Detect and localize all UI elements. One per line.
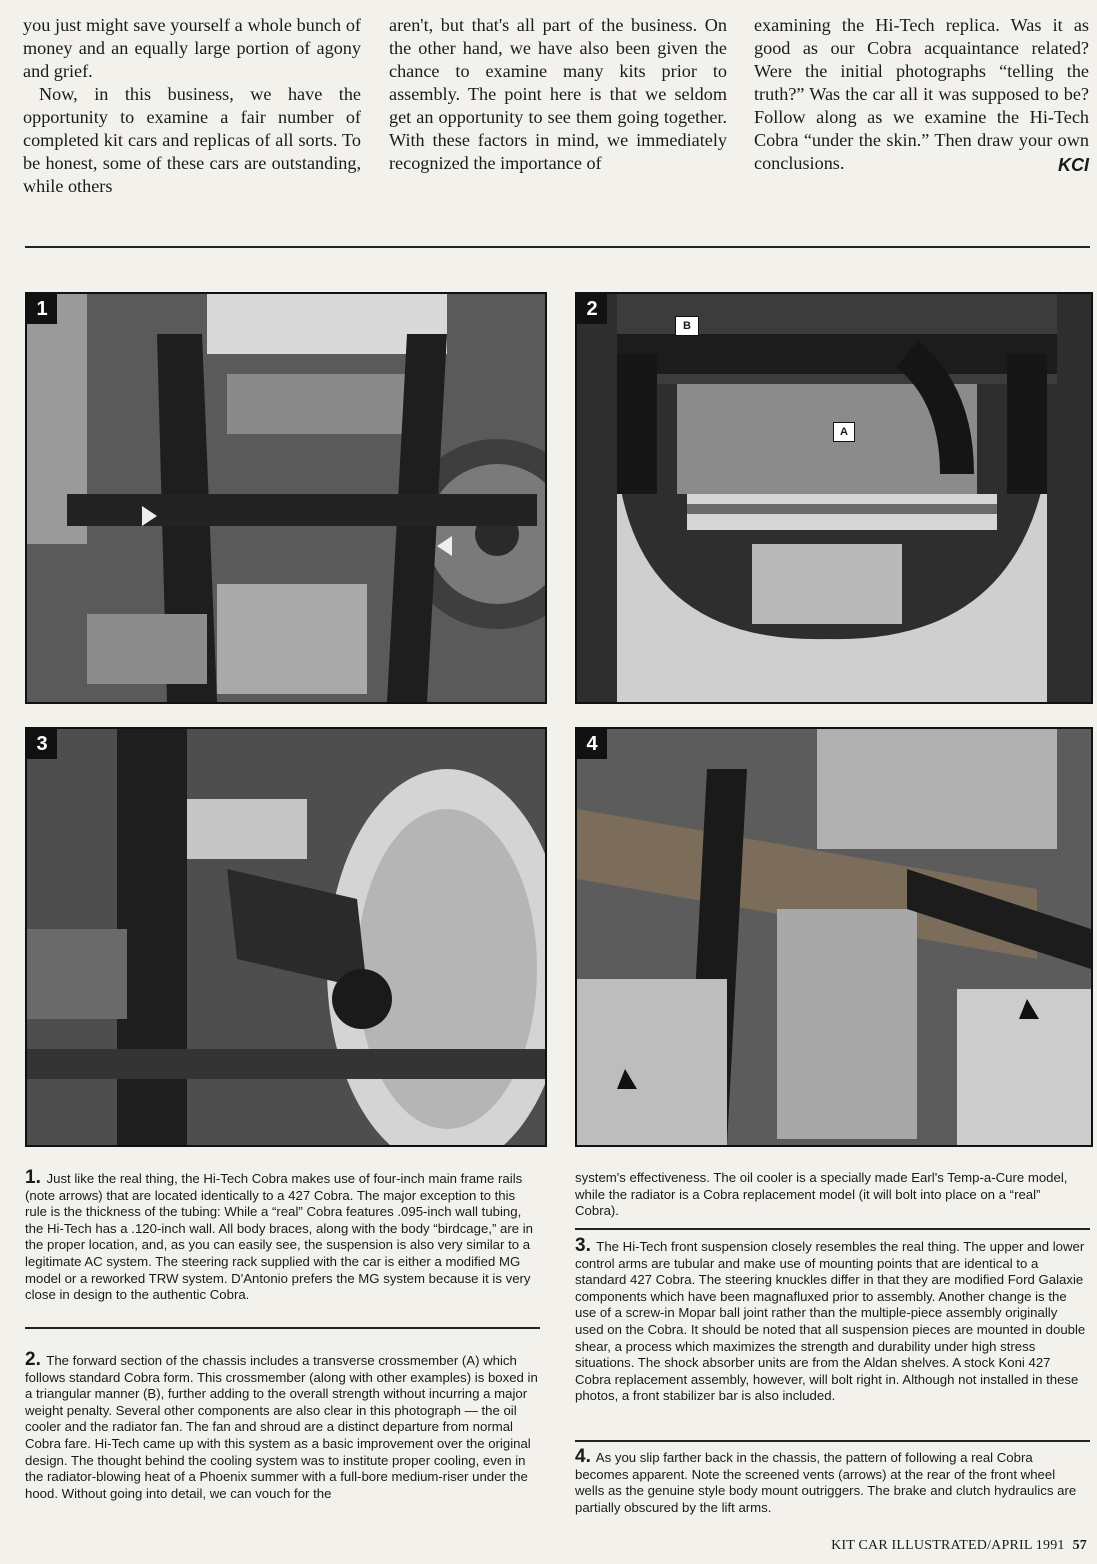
- signoff-kci: KCI: [1058, 155, 1089, 175]
- caption-2: [25, 1349, 540, 1502]
- caption-number: 1.: [25, 1167, 41, 1188]
- article-paragraph: Now, in this business, we have the opportunity to examine a fair number of completed kit cars and replicas of all sorts. To be honest, some of these cars are outstanding, while others: [23, 84, 361, 196]
- photo-3-image: [27, 729, 545, 1145]
- caption-text: Just like the real thing, the Hi-Tech Cobra makes use of four-inch main frame rails (note arrows) that are located identically to a 427 Cobra. The major exception to this rule is the thickness of the tubing: While a “real” Cobra features .095-inch wall tubing, the Hi-Tech has a .120-inch wall. All body braces, along with the body “birdcage,” are in the proper location, and, as you can easily see, the suspension is also very similar to a legitimate AC system. The steering rack supplied with the car is either a modified MG model or a reworked TRW system. D'Antonio prefers the MG system because it is very close in design to the authentic Cobra.: [25, 1171, 533, 1303]
- article-column-2: [389, 14, 727, 175]
- caption-number: 3.: [575, 1235, 591, 1256]
- photo-1-image: [27, 294, 545, 702]
- article-paragraph: aren't, but that's all part of the business. On the other hand, we have also been given the chance to examine many kits prior to assembly. The point here is that we seldom get an opportunity to see them going together. With these factors in mind, we immediately recognized the importance of: [389, 15, 727, 173]
- caption-1: [25, 1167, 540, 1304]
- photo-number: 2: [577, 294, 607, 324]
- photo-4-chassis-rear-view: [575, 727, 1093, 1147]
- label-a-arrow: A: [833, 422, 855, 442]
- caption-number: 2.: [25, 1349, 41, 1370]
- article-column-3: [754, 14, 1089, 177]
- photo-number: 3: [27, 729, 57, 759]
- photo-2-front-crossmember: [575, 292, 1093, 704]
- caption-divider: [575, 1228, 1090, 1230]
- caption-4: [575, 1446, 1087, 1516]
- photo-number: 4: [577, 729, 607, 759]
- photo-number: 1: [27, 294, 57, 324]
- publication-name: KIT CAR ILLUSTRATED/APRIL 1991: [831, 1538, 1065, 1553]
- caption-divider: [25, 1327, 540, 1329]
- caption-text: The forward section of the chassis includes a transverse crossmember (A) which follows standard Cobra form. This crossmember (along with other examples) is boxed in a triangular manner (B), further adding to the overall strength without incurring a major weight penalty. Several other components are also clear in this photograph — the oil cooler and the radiator fan. The fan and shroud are a distinct departure from normal Cobra fare. Hi-Tech came up with this system as a basic improvement over the original design. The thought behind the cooling system was to institute proper cooling, even in the radiator-blowing heat of a Phoenix summer with a full-bore medium-riser under the hood. Without going into detail, we can vouch for the: [25, 1353, 538, 1501]
- photo-4-image: [577, 729, 1091, 1145]
- caption-3: [575, 1235, 1087, 1405]
- photo-2-image: [577, 294, 1091, 702]
- page-number: 57: [1072, 1538, 1087, 1553]
- caption-2-continued: system's effectiveness. The oil cooler is a specially made Earl's Temp-a-Cure model, while the radiator is a Cobra replacement model (it will bolt into place on a “real” Cobra).: [575, 1170, 1068, 1219]
- photo-3-front-suspension: [25, 727, 547, 1147]
- label-b-arrow: B: [675, 316, 699, 336]
- caption-number: 4.: [575, 1446, 591, 1467]
- article-paragraph: you just might save yourself a whole bunch of money and an equally large portion of agony and grief.: [23, 15, 361, 81]
- article-paragraph: [754, 14, 1089, 175]
- article-paragraph-text: examining the Hi-Tech replica. Was it as good as our Cobra acquaintance related? Were the initial photographs “telling the truth?” Was the car all it was supposed to be? Follow along as we examine the Hi-Tech Cobra “under the skin.” Then draw your own conclusions.: [754, 15, 1089, 173]
- caption-text: The Hi-Tech front suspension closely resembles the real thing. The upper and lower control arms are tubular and make use of mounting points that are identical to a standard 427 Cobra. The steering knuckles differ in that they are modified Ford Galaxie components which have been magnafluxed prior to assembly. Another change is the use of a screw-in Mopar ball joint rather than the multiple-piece assembly originally used on the Cobra. It should be noted that all suspension pieces are mounted in double shear, a process which maximizes the strength and durability under high stress situations. The shock absorber units are from the Aldan shelves. A stock Koni 427 Cobra replacement assembly, however, will bolt right in. Although not installed in these photos, a front stabilizer bar is also included.: [575, 1239, 1086, 1404]
- photo-1-chassis-frame-rails: [25, 292, 547, 704]
- article-column-1: [23, 14, 361, 198]
- section-divider: [25, 246, 1090, 248]
- page-footer: [831, 1538, 1087, 1554]
- caption-text: As you slip farther back in the chassis, the pattern of following a real Cobra becomes apparent. Note the screened vents (arrows) at the rear of the front wheel wells as the genuine style body mount outriggers. The brake and clutch hydraulics are partially obscured by the lift arms.: [575, 1450, 1077, 1515]
- caption-divider: [575, 1440, 1090, 1442]
